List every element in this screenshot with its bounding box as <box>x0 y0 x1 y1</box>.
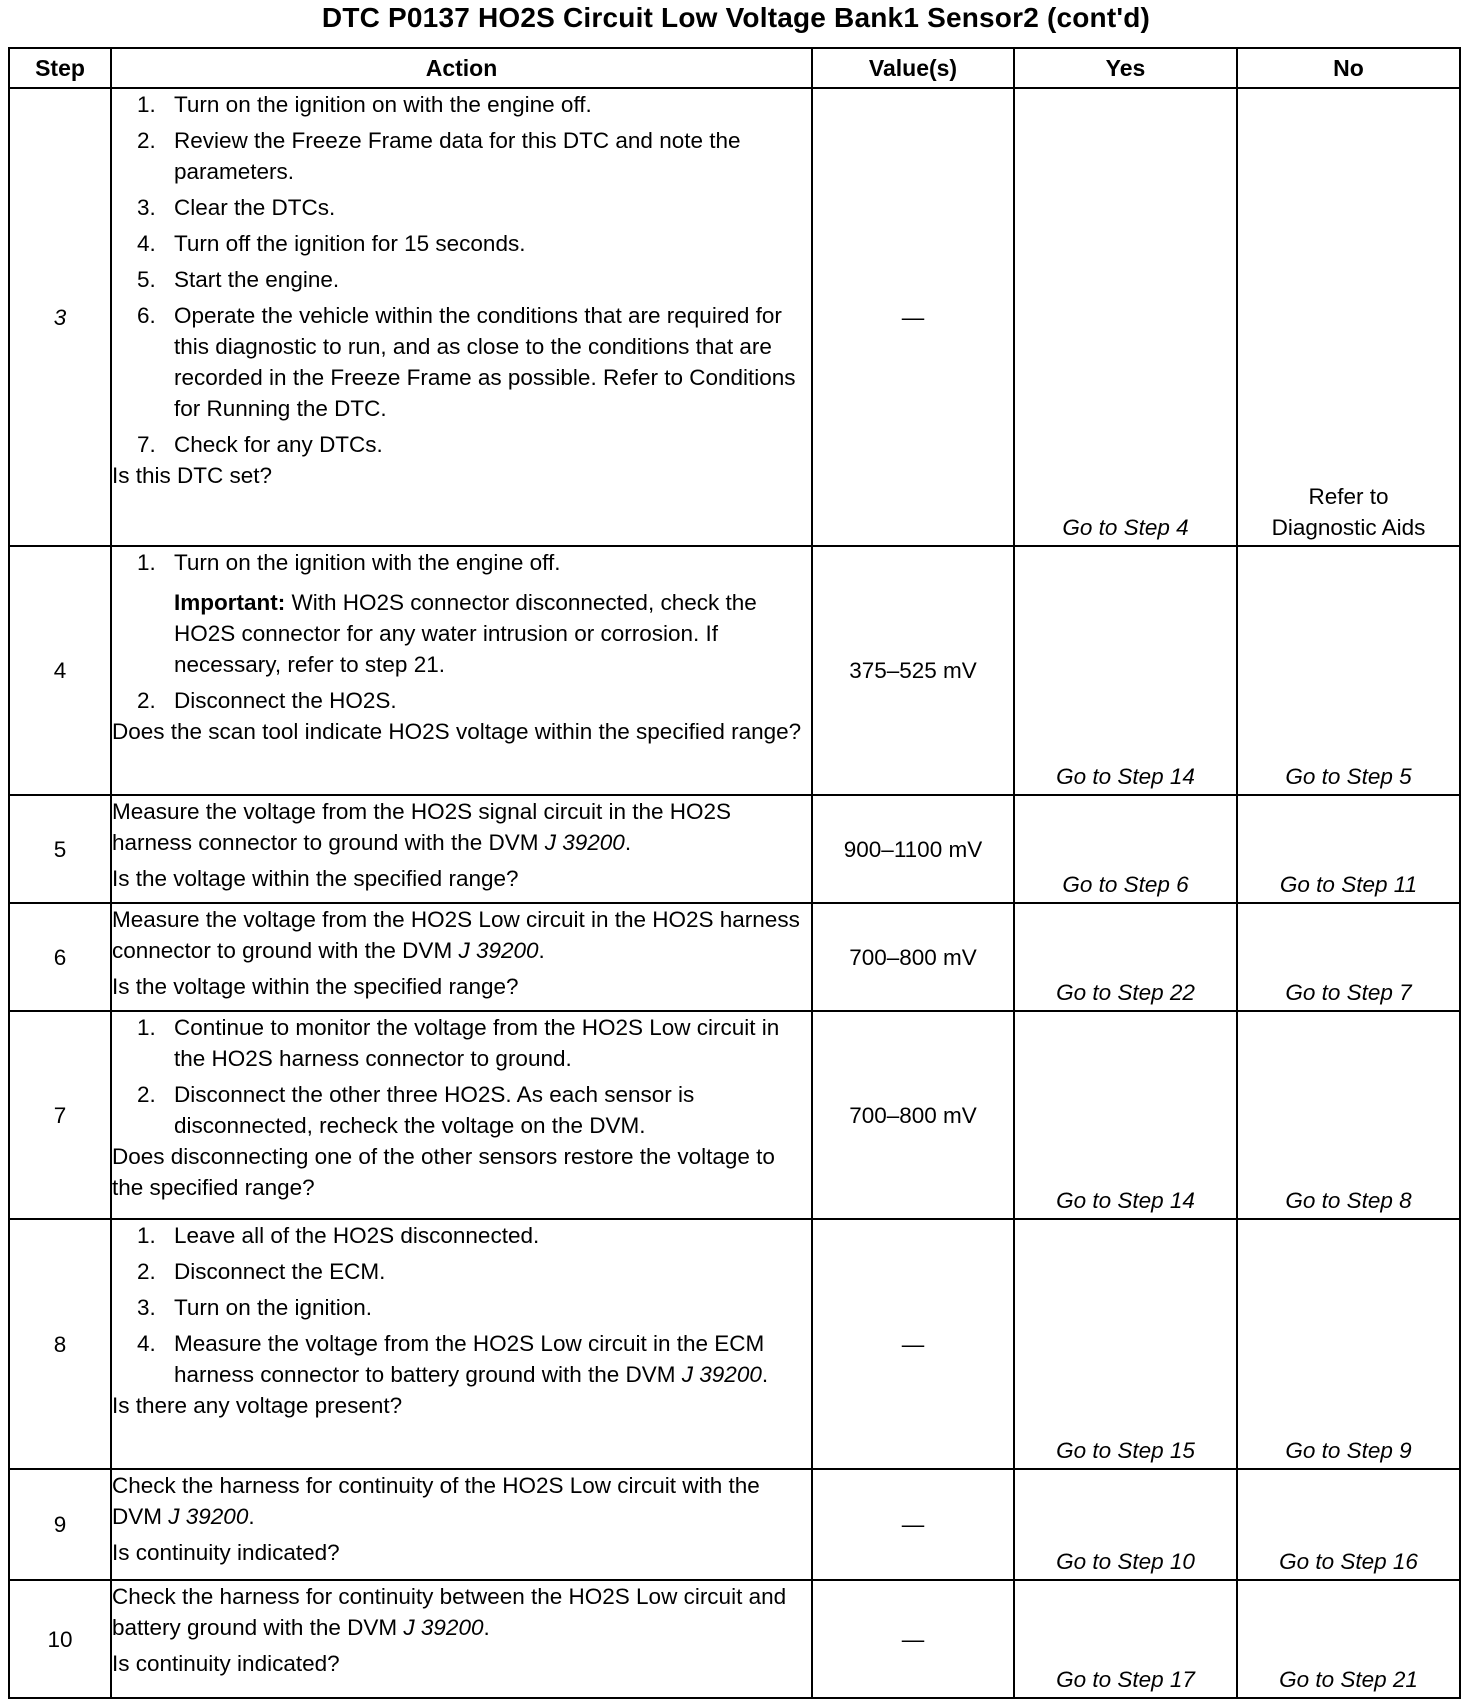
table-row-step-4 <box>9 546 1460 795</box>
yes-cell: Go to Step 22 <box>1014 903 1237 1011</box>
yes-cell: Go to Step 15 <box>1014 1219 1237 1469</box>
list-item: 3. Clear the DTCs. <box>137 195 336 220</box>
yes-cell: Go to Step 14 <box>1014 546 1237 795</box>
action-cell <box>111 88 812 546</box>
action-cell <box>111 903 812 1011</box>
yes-cell: Go to Step 4 <box>1014 88 1237 546</box>
page-title: DTC P0137 HO2S Circuit Low Voltage Bank1 Sensor2 (cont'd) <box>321 2 1151 33</box>
table-row-step-5 <box>9 795 1460 903</box>
yes-cell: Go to Step 6 <box>1014 795 1237 903</box>
step-number: 7 <box>9 1011 111 1219</box>
tool-reference: J 39200 <box>681 1362 762 1388</box>
tool-reference: J 39200 <box>544 830 625 856</box>
action-question: Is this DTC set? <box>112 463 273 488</box>
table-row-step-6 <box>9 903 1460 1011</box>
no-cell: Go to Step 7 <box>1237 903 1460 1011</box>
no-line-2: Diagnostic Aids <box>1271 515 1426 541</box>
action-cell <box>111 1219 812 1469</box>
header-no: No <box>1237 48 1460 88</box>
step-number: 4 <box>9 546 111 795</box>
tool-reference: J 39200 <box>403 1615 484 1641</box>
no-cell: Go to Step 21 <box>1237 1580 1460 1698</box>
yes-cell: Go to Step 10 <box>1014 1469 1237 1580</box>
table-row-step-10 <box>9 1580 1460 1698</box>
step-number: 8 <box>9 1219 111 1469</box>
value-cell: — <box>812 88 1014 546</box>
list-item: 1. Turn on the ignition with the engine off. Important: With HO2S connector disconnected, check the HO2S connector for any water intrusion or corrosion. If necessary, refer to step 21. <box>112 547 811 680</box>
action-cell <box>111 795 812 903</box>
action-cell <box>111 1580 812 1698</box>
action-question: Does the scan tool indicate HO2S voltage within the specified range? <box>112 719 802 745</box>
action-question: Is continuity indicated? <box>112 1540 340 1566</box>
action-question: Is the voltage within the specified range? <box>112 866 519 892</box>
table-header-row <box>9 48 1460 88</box>
action-list <box>112 547 811 716</box>
list-item: 2. Review the Freeze Frame data for this DTC and note the parameters. <box>137 128 741 184</box>
action-cell <box>111 546 812 795</box>
action-list <box>112 89 811 460</box>
action-text: Check the harness for continuity between the HO2S Low circuit and battery ground with the DVM J 39200. <box>112 1584 787 1641</box>
header-action: Action <box>111 48 812 88</box>
no-cell: Go to Step 5 <box>1237 546 1460 795</box>
action-question: Is there any voltage present? <box>112 1393 403 1419</box>
action-cell <box>111 1011 812 1219</box>
value-cell: 700–800 mV <box>812 903 1014 1011</box>
list-item: 2. Disconnect the other three HO2S. As each sensor is disconnected, recheck the voltage on the DVM. <box>137 1082 695 1139</box>
step-number: 5 <box>9 795 111 903</box>
step-number: 6 <box>9 903 111 1011</box>
action-text: Measure the voltage from the HO2S Low circuit in the HO2S harness connector to ground with the DVM J 39200. <box>112 907 800 964</box>
value-cell: — <box>812 1580 1014 1698</box>
list-item: 2. Disconnect the ECM. <box>137 1259 386 1285</box>
no-cell: Go to Step 16 <box>1237 1469 1460 1580</box>
diagnostic-table <box>8 47 1461 1699</box>
step-number: 9 <box>9 1469 111 1580</box>
action-cell <box>111 1469 812 1580</box>
list-item: 1. Turn on the ignition on with the engine off. <box>137 92 592 117</box>
value-cell: 700–800 mV <box>812 1011 1014 1219</box>
no-line-1: Refer to <box>1308 484 1389 510</box>
table-row-step-3 <box>9 88 1460 546</box>
list-item: 6. Operate the vehicle within the conditions that are required for this diagnostic to run, and as close to the conditions that are recorded in the Freeze Frame as possible. Refer to Conditions for Running the DTC. <box>137 303 796 421</box>
step-number: 3 <box>9 88 111 546</box>
yes-cell: Go to Step 14 <box>1014 1011 1237 1219</box>
no-cell: Go to Step 9 <box>1237 1219 1460 1469</box>
action-question: Is the voltage within the specified range? <box>112 974 519 1000</box>
table-row-step-8 <box>9 1219 1460 1469</box>
action-text: Measure the voltage from the HO2S signal circuit in the HO2S harness connector to ground with the DVM J 39200. <box>112 799 732 856</box>
list-item: 2. Disconnect the HO2S. <box>137 688 397 714</box>
table-row-step-9 <box>9 1469 1460 1580</box>
important-label: Important: <box>174 590 286 616</box>
action-text: Check the harness for continuity of the HO2S Low circuit with the DVM J 39200. <box>112 1473 760 1530</box>
action-question: Is continuity indicated? <box>112 1651 340 1677</box>
list-item: 5. Start the engine. <box>137 267 340 292</box>
no-cell <box>1237 88 1460 546</box>
list-item: 3. Turn on the ignition. <box>137 1295 373 1321</box>
no-cell: Go to Step 11 <box>1237 795 1460 903</box>
list-item: 1. Leave all of the HO2S disconnected. <box>137 1223 540 1249</box>
list-item: 4. Turn off the ignition for 15 seconds. <box>137 231 526 256</box>
tool-reference: J 39200 <box>168 1504 249 1530</box>
action-question: Does disconnecting one of the other sensors restore the voltage to the specified range? <box>112 1144 775 1201</box>
value-cell: 900–1100 mV <box>812 795 1014 903</box>
action-list <box>112 1012 811 1141</box>
tool-reference: J 39200 <box>458 938 539 964</box>
no-cell: Go to Step 8 <box>1237 1011 1460 1219</box>
value-cell: — <box>812 1469 1014 1580</box>
list-item: 4. Measure the voltage from the HO2S Low circuit in the ECM harness connector to battery ground with the DVM J 39200. <box>137 1331 769 1388</box>
step-number: 10 <box>9 1580 111 1698</box>
important-note: Important: With HO2S connector disconnected, check the HO2S connector for any water intrusion or corrosion. If necessary, refer to step 21. <box>174 590 757 678</box>
yes-cell: Go to Step 17 <box>1014 1580 1237 1698</box>
value-cell: — <box>812 1219 1014 1469</box>
header-values: Value(s) <box>812 48 1014 88</box>
action-list <box>112 1220 811 1390</box>
header-step: Step <box>9 48 111 88</box>
list-item: 7. Check for any DTCs. <box>137 432 383 457</box>
value-cell: 375–525 mV <box>812 546 1014 795</box>
table-row-step-7 <box>9 1011 1460 1219</box>
list-item: 1. Continue to monitor the voltage from the HO2S Low circuit in the HO2S harness connector to ground. <box>137 1015 780 1072</box>
header-yes: Yes <box>1014 48 1237 88</box>
